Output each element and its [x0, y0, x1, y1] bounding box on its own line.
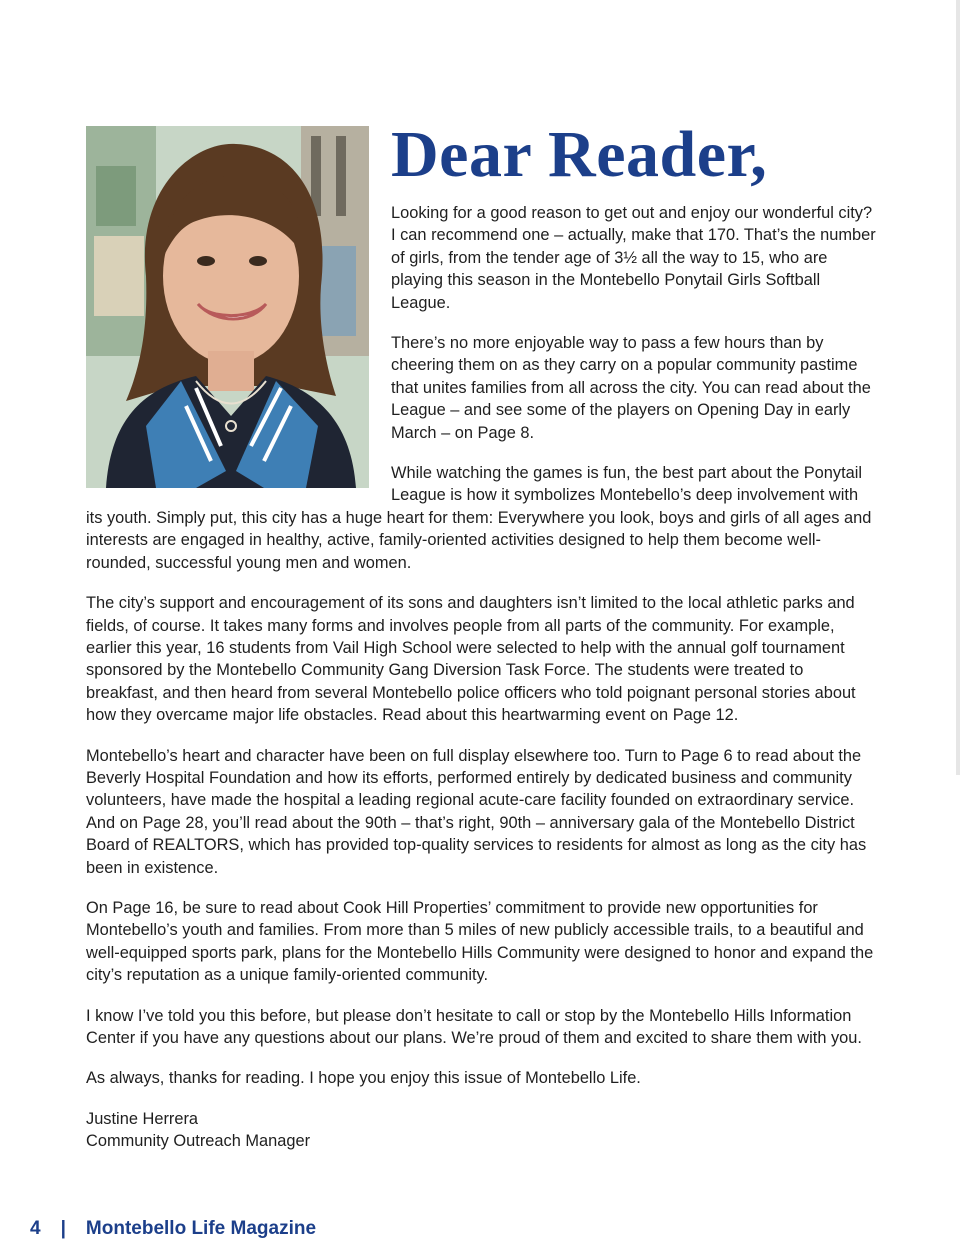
letter-title: Dear Reader,	[391, 118, 768, 191]
paragraph-3: While watching the games is fun, the best part about the Ponytail League is how it symbolizes Montebello’s deep involvement with its youth. Simply put, this city has a huge heart for them: Everywhere you look, boys and girls of all ages and interests are engaged in healthy, active, family-oriented activities designed to help them become well-rounded, successful young men and women.	[86, 464, 872, 572]
signature-title: Community Outreach Manager	[86, 1132, 311, 1151]
paragraph-7: I know I’ve told you this before, but please don’t hesitate to call or stop by the Montebello Hills Information Center if you have any questions about our plans. We’re proud of them and excited to share them with you.	[86, 1006, 862, 1047]
page-edge	[956, 0, 960, 775]
publication-name: Montebello Life Magazine	[85, 1218, 317, 1239]
paragraph-6: On Page 16, be sure to read about Cook Hill Properties’ commitment to provide new opportunities for Montebello’s youth and families. From more than 5 miles of new publicly accessible trails, to a beautiful and well-equipped sports park, plans for the Montebello Hills Community were designed to honor and expand the city’s reputation as a unique family-oriented community.	[86, 898, 874, 985]
paragraph-4: The city’s support and encouragement of its sons and daughters isn’t limited to the local athletic parks and fields, of course. It takes many forms and involves people from all parts of the community. For example, earlier this year, 16 students from Vail High School were selected to help with the annual golf tournament sponsored by the Montebello Community Gang Diversion Task Force. The students were treated to breakfast, and then heard from several Montebello police officers who told poignant personal stories about how they overcame major life obstacles. Read about this heartwarming event on Page 12.	[86, 594, 856, 725]
signature	[86, 1108, 876, 1153]
page-footer	[30, 1218, 316, 1240]
letter	[86, 118, 876, 1153]
paragraph-5: Montebello’s heart and character have been on full display elsewhere too. Turn to Page 6 to read about the Beverly Hospital Foundation and how its efforts, performed entirely by dedicated business and community volunteers, have made the hospital a leading regional acute-care facility founded on extraordinary service. And on Page 28, you’ll read about the 90th – that’s right, 90th – anniversary gala of the Montebello District Board of REALTORS, which has provided top-quality services to residents for almost as long as the city has been in existence.	[86, 746, 867, 877]
paragraph-8: As always, thanks for reading. I hope you enjoy this issue of Montebello Life.	[86, 1069, 641, 1088]
page-number: 4	[30, 1218, 41, 1239]
signature-name: Justine Herrera	[86, 1109, 199, 1128]
paragraph-1: Looking for a good reason to get out and enjoy our wonderful city? I can recommend one – actually, make that 170. That’s the number of girls, from the tender age of 3½ all the way to 15, who are playing this season in the Montebello Ponytail Girls Softball League.	[391, 204, 876, 312]
author-photo	[86, 126, 369, 488]
footer-separator: |	[60, 1218, 66, 1239]
paragraph-2: There’s no more enjoyable way to pass a few hours than by cheering them on as they carry on a popular community pastime that unites families from all across the city. You can read about the League – and see some of the players on Opening Day in early March – on Page 8.	[391, 334, 871, 442]
